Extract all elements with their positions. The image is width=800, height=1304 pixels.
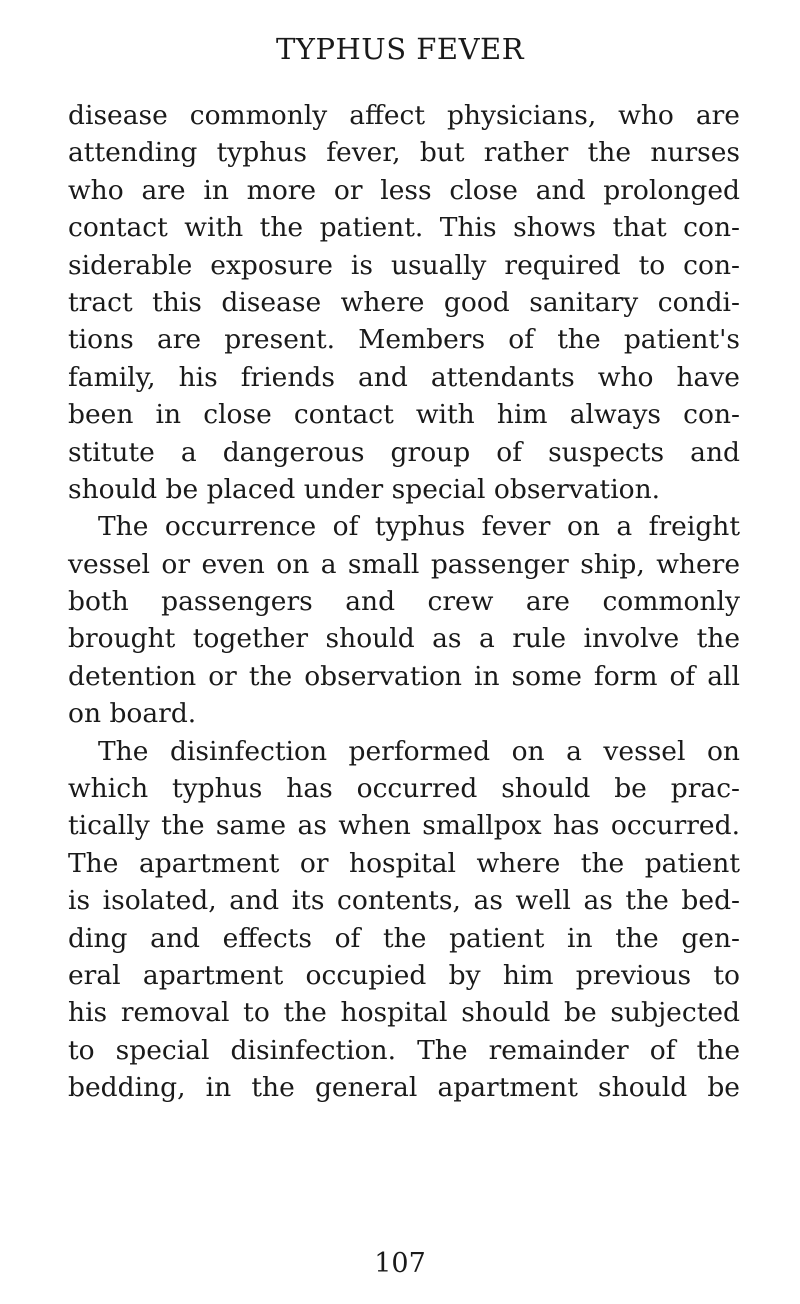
paragraph-start-line: The disinfection performed on a vessel on <box>98 735 740 767</box>
text-line: tically the same as when smallpox has occurred. <box>68 810 740 842</box>
text-line: detention or the observation in some form of all <box>68 660 740 692</box>
text-line: which typhus has occurred should be prac- <box>68 773 740 805</box>
text-line: tions are present. Members of the patient's <box>68 324 740 356</box>
text-line: is isolated, and its contents, as well as the bed- <box>68 885 740 917</box>
body-text <box>68 97 740 1107</box>
text-line: who are in more or less close and prolonged <box>68 174 740 206</box>
text-line: attending typhus fever, but rather the nurses <box>68 137 740 169</box>
text-line: The apartment or hospital where the patient <box>68 847 740 879</box>
text-line: to special disinfection. The remainder of the <box>68 1034 740 1066</box>
text-line: contact with the patient. This shows that con- <box>68 212 740 244</box>
text-line: bedding, in the general apartment should be <box>68 1072 740 1104</box>
text-line: tract this disease where good sanitary condi- <box>68 286 740 318</box>
text-line: brought together should as a rule involve the <box>68 623 740 655</box>
text-line: both passengers and crew are commonly <box>68 586 740 618</box>
text-line: siderable exposure is usually required to con- <box>68 249 740 281</box>
text-line: family, his friends and attendants who have <box>68 361 740 393</box>
text-line: disease commonly affect physicians, who are <box>68 100 740 131</box>
text-line: his removal to the hospital should be subjected <box>68 997 740 1029</box>
page-number: 107 <box>374 1248 426 1279</box>
text-line: eral apartment occupied by him previous to <box>68 959 740 991</box>
text-line: been in close contact with him always con- <box>68 399 740 431</box>
running-head: TYPHUS FEVER <box>275 32 525 66</box>
text-line: stitute a dangerous group of suspects and <box>68 436 740 468</box>
text-line: vessel or even on a small passenger ship, where <box>68 548 740 580</box>
paragraph-start-line: The occurrence of typhus fever on a freight <box>98 511 740 543</box>
text-line: on board. <box>68 698 197 730</box>
text-line: should be placed under special observation. <box>68 473 661 505</box>
text-line: ding and effects of the patient in the gen- <box>68 922 740 954</box>
